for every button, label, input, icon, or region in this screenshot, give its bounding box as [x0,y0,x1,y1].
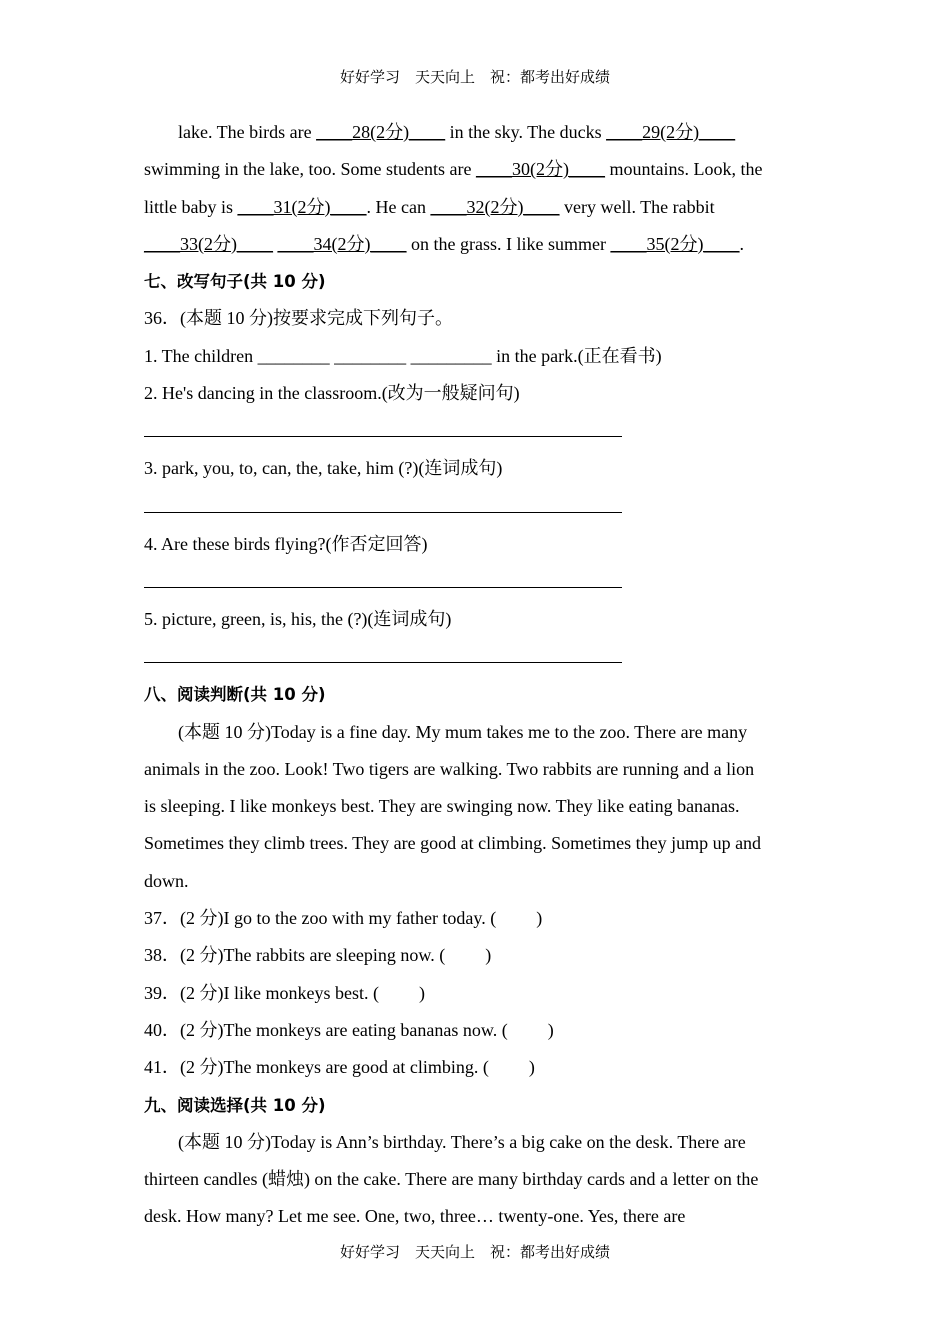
judge-question: 37．(2 分)I go to the zoo with my father today. ( ) [144,908,543,929]
page-header: 好好学习 天天向上 祝：都考出好成绩 [339,68,610,86]
reading-line: animals in the zoo. Look! Two tigers are walking. Two rabbits are running and a lion [144,758,755,779]
passage-line: swimming in the lake, too. Some students are ____30(2分)____ mountains. Look, the [144,159,763,180]
answer-blank[interactable]: ____34(2分)____ [277,233,407,254]
reading-line: is sleeping. I like monkeys best. They are swinging now. They like eating bananas. [144,796,740,817]
answer-line[interactable] [144,412,808,450]
question-item: 4. Are these birds flying?(作否定回答) [144,533,428,554]
section-title: 九、阅读选择(共 10 分) [144,1095,326,1115]
question-item: 2. He's dancing in the classroom.(改为一般疑问句) [144,383,520,404]
reading-line: Sometimes they climb trees. They are good at climbing. Sometimes they jump up and [144,833,762,854]
passage-line: ____33(2分)____ ____34(2分)____ on the grass. I like summer ____35(2分)____. [144,233,744,254]
judge-question: 40．(2 分)The monkeys are eating bananas now. ( ) [144,1019,554,1040]
answer-blank[interactable]: ____31(2分)____ [237,196,367,217]
answer-blank[interactable]: ____33(2分)____ [144,233,273,254]
answer-blank[interactable]: ____35(2分)____ [610,233,740,254]
section-title: 八、阅读判断(共 10 分) [144,685,326,705]
question-item: 5. picture, green, is, his, the (?)(连词成句) [144,608,452,629]
section-title: 七、改写句子(共 10 分) [144,272,326,292]
judge-question: 41．(2 分)The monkeys are good at climbing. ( ) [144,1057,535,1078]
answer-line[interactable] [144,488,808,526]
reading-line: (本题 10 分)Today is a fine day. My mum takes me to the zoo. There are many [178,721,748,742]
question-prompt: 36．(本题 10 分)按要求完成下列句子。 [144,308,453,329]
reading-line: (本题 10 分)Today is Ann’s birthday. There’s a big cake on the desk. There are [178,1131,746,1152]
reading-line: thirteen candles (蜡烛) on the cake. There are many birthday cards and a letter on the [144,1169,759,1190]
reading-line: down. [144,870,189,891]
answer-line[interactable] [144,563,808,601]
judge-question: 39．(2 分)I like monkeys best. ( ) [144,982,425,1003]
worksheet-content [144,114,808,1236]
judge-question: 38．(2 分)The rabbits are sleeping now. ( ) [144,945,492,966]
passage-line: little baby is ____31(2分)____. He can ____32(2分)____ very well. The rabbit [144,196,715,217]
question-item: 1. The children ________ ________ _________ in the park.(正在看书) [144,345,662,366]
reading-line: desk. How many? Let me see. One, two, three… twenty-one. Yes, there are [144,1206,686,1227]
passage-line: lake. The birds are ____28(2分)____ in the sky. The ducks ____29(2分)____ [178,122,736,142]
answer-blank[interactable]: ____30(2分)____ [475,159,605,180]
question-item: 3. park, you, to, can, the, take, him (?)(连词成句) [144,458,503,479]
answer-blank[interactable]: ____29(2分)____ [606,122,736,142]
answer-line[interactable] [144,638,808,676]
answer-blank[interactable]: ____28(2分)____ [316,122,446,142]
page-footer: 好好学习 天天向上 祝：都考出好成绩 [339,1243,610,1261]
answer-blank[interactable]: ____32(2分)____ [430,196,560,217]
